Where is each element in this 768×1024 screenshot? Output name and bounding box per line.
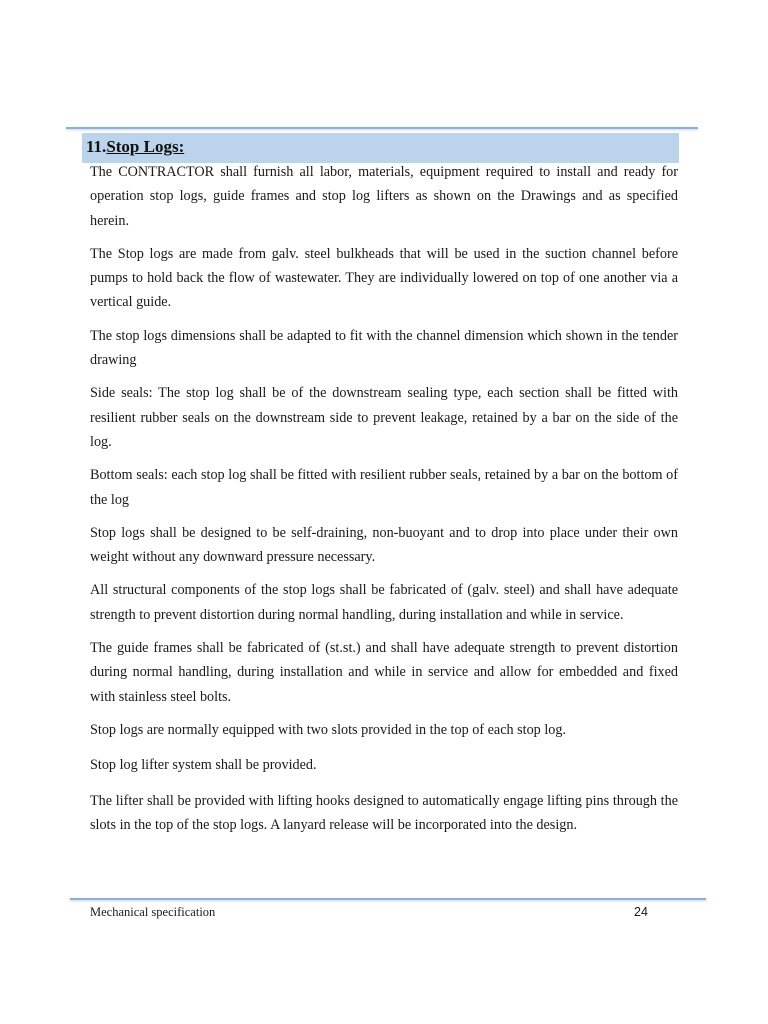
- section-heading-bar: [82, 133, 679, 163]
- section-title: Stop Logs:: [106, 137, 185, 156]
- paragraph-bottom-seals: Bottom seals: each stop log shall be fitted with resilient rubber seals, retained by a bar on the bottom of the log: [90, 467, 678, 508]
- footer-rule: [70, 898, 706, 900]
- paragraph-slots: Stop logs are normally equipped with two slots provided in the top of each stop log.: [90, 721, 567, 738]
- paragraph-contractor-scope: The CONTRACTOR shall furnish all labor, materials, equipment required to install and ready for operation stop logs, guide frames and stop log lifters as shown on the Drawings and as specified herein.: [90, 164, 678, 229]
- paragraph-lifter-system: Stop log lifter system shall be provided.: [90, 757, 317, 774]
- paragraph-lifter-hooks: The lifter shall be provided with lifting hooks designed to automatically engage lifting pins through the slots in the top of the stop logs. A lanyard release will be incorporated into the design.: [90, 792, 678, 833]
- paragraph-structural-components: All structural components of the stop logs shall be fabricated of (galv. steel) and shall have adequate strength to prevent distortion during normal handling, during installation and while in service.: [90, 582, 678, 623]
- footer-page-number: 24: [634, 905, 648, 919]
- section-number: 11.: [86, 137, 107, 156]
- paragraph-dimensions: The stop logs dimensions shall be adapted to fit with the channel dimension which shown in the tender drawing: [90, 327, 678, 369]
- paragraph-guide-frames: The guide frames shall be fabricated of (st.st.) and shall have adequate strength to prevent distortion during normal handling, during installation and while in service and allow for embedded and fixed with stainless steel bolts.: [90, 640, 678, 705]
- header-rule: [66, 127, 698, 129]
- section-heading: [86, 136, 184, 158]
- document-body: [90, 160, 678, 846]
- paragraph-side-seals: Side seals: The stop log shall be of the downstream sealing type, each section shall be fitted with resilient rubber seals on the downstream side to prevent leakage, retained by a bar on the side of the log.: [90, 385, 678, 450]
- paragraph-self-draining: Stop logs shall be designed to be self-draining, non-buoyant and to drop into place under their own weight without any downward pressure necessary.: [90, 524, 678, 566]
- footer-document-name: Mechanical specification: [90, 905, 216, 919]
- paragraph-stop-log-material: The Stop logs are made from galv. steel bulkheads that will be used in the suction channel before pumps to hold back the flow of wastewater. They are individually lowered on top of one another via a vertical guide.: [90, 245, 678, 311]
